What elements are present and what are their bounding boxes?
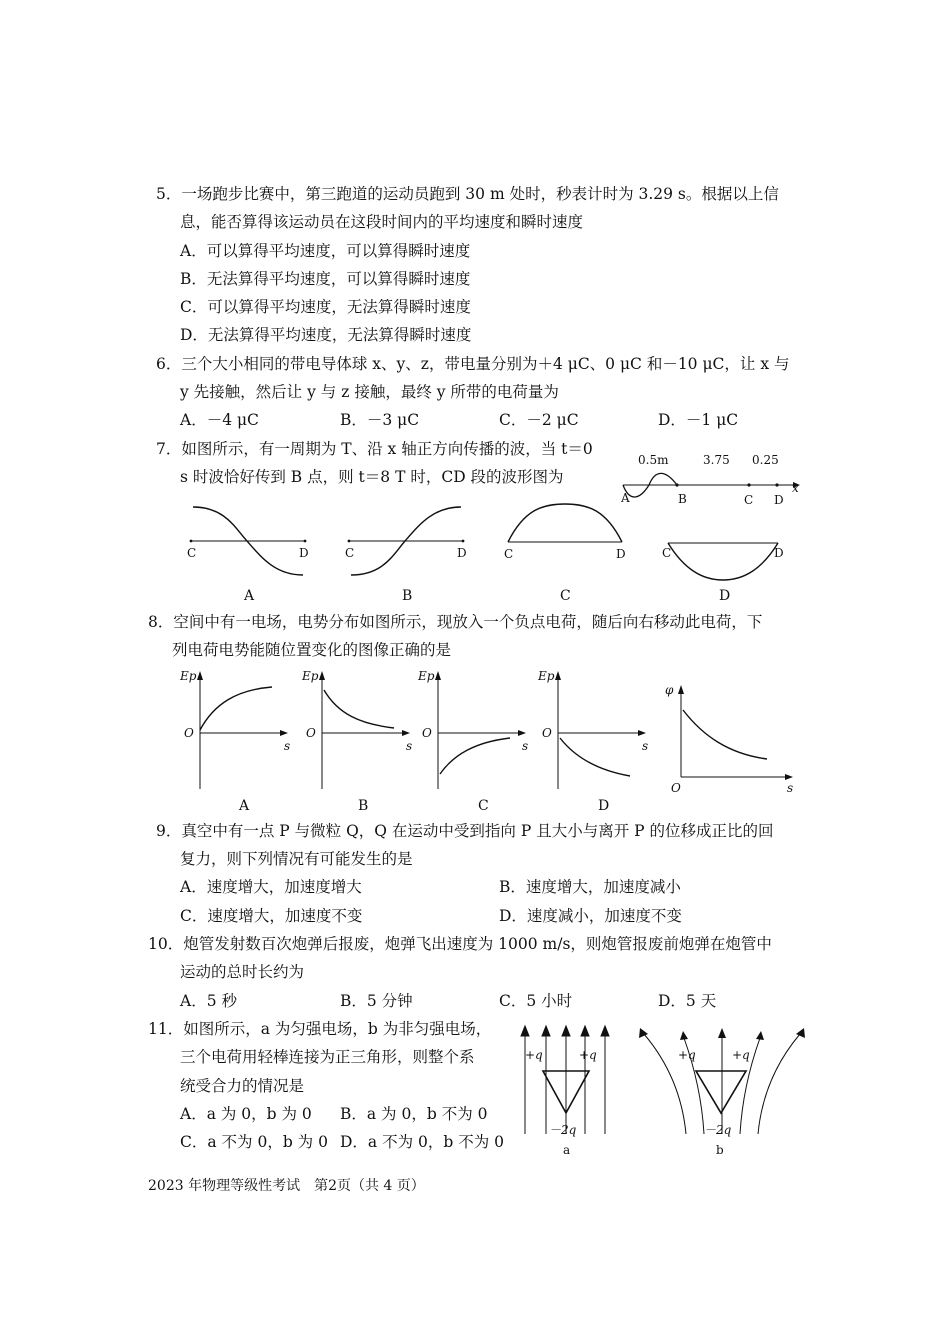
q11-stem-line1: 11．如图所示，a 为匀强电场，b 为非匀强电场，: [148, 1020, 492, 1038]
q8-graph-a-ylabel: Ep: [180, 669, 197, 683]
q10-stem-line1: 10．炮管发射数百次炮弹后报废，炮弹飞出速度为 1000 m/s，则炮管报废前炮弹在炮管中: [148, 935, 772, 953]
q8-graph-d-xlabel: s: [642, 739, 649, 753]
q8-graph-d: [538, 668, 653, 793]
q7-stem-line2: s 时波恰好传到 B 点，则 t＝8 T 时，CD 段的波形图为: [180, 468, 564, 486]
q11-b-charge-left: +q: [678, 1048, 696, 1062]
q8-graph-d-origin: O: [542, 726, 552, 740]
q5-option-d: D．无法算得平均速度，无法算得瞬时速度: [180, 326, 472, 344]
q6-stem-line2: y 先接触，然后让 y 与 z 接触，最终 y 所带的电荷量为: [180, 383, 559, 401]
q8-graph-c-origin: O: [422, 726, 432, 740]
q8-graph-b-xlabel: s: [406, 739, 413, 753]
q11-b-charge-right: +q: [732, 1048, 750, 1062]
q8-potential-graph: [663, 678, 803, 796]
q11-figure-b-nonuniform-field: [632, 1022, 807, 1162]
q7-graph-b-right: D: [457, 546, 467, 560]
q7-graph-b: [343, 503, 468, 578]
q7-dist-ab: 0.5m: [638, 453, 669, 467]
q9-option-c: C．速度增大，加速度不变: [180, 907, 363, 925]
q6-option-b: B．－3 μC: [340, 411, 420, 429]
q11-figure-a-uniform-field: [515, 1022, 630, 1162]
q11-caption-a: a: [563, 1143, 571, 1157]
q7-dist-bc: 3.75: [703, 453, 730, 467]
q11-option-d: D．a 不为 0，b 不为 0: [340, 1133, 505, 1151]
q7-point-d: D: [774, 493, 784, 507]
q8-graph-a: [180, 668, 290, 793]
q11-caption-b: b: [716, 1143, 724, 1157]
q8-stem-line2: 列电荷电势能随位置变化的图像正确的是: [172, 641, 452, 659]
q7-graph-a-right: D: [299, 546, 309, 560]
q9-stem-line2: 复力，则下列情况有可能发生的是: [180, 850, 413, 868]
q5-stem-line2: 息，能否算得该运动员在这段时间内的平均速度和瞬时速度: [180, 213, 584, 231]
q10-option-b: B．5 分钟: [340, 992, 413, 1010]
q7-point-c: C: [744, 493, 754, 507]
q7-axis-x: x: [792, 481, 799, 495]
q7-stem-line1: 7．如图所示，有一周期为 T、沿 x 轴正方向传播的波，当 t＝0: [156, 440, 593, 458]
q10-option-a: A．5 秒: [180, 992, 237, 1010]
page-footer: 2023 年物理等级性考试 第2页（共 4 页）: [148, 1178, 425, 1194]
q11-stem-line2: 三个电荷用轻棒连接为正三角形，则整个系: [180, 1048, 475, 1066]
q8-graph-b: [302, 668, 417, 793]
q5-option-c: C．可以算得平均速度，无法算得瞬时速度: [180, 298, 471, 316]
q7-graph-c-left: C: [504, 547, 514, 561]
q6-option-d: D．－1 μC: [658, 411, 739, 429]
q8-potential-ylabel: φ: [665, 683, 674, 697]
q10-stem-line2: 运动的总时长约为: [180, 963, 305, 981]
q7-wave-diagram: [615, 448, 805, 510]
q7-caption-b: B: [402, 588, 413, 604]
q5-option-b: B．无法算得平均速度，可以算得瞬时速度: [180, 270, 471, 288]
q7-point-a: A: [621, 491, 630, 505]
q8-potential-origin: O: [671, 781, 681, 795]
q8-caption-d: D: [598, 798, 610, 814]
q7-caption-d: D: [719, 588, 731, 604]
q5-stem-line1: 5．一场跑步比赛中，第三跑道的运动员跑到 30 m 处时，秒表计时为 3.29 s。根据以上信: [156, 185, 779, 203]
q7-graph-a-left: C: [187, 546, 197, 560]
q8-potential-xlabel: s: [787, 781, 794, 795]
q7-graph-c: [502, 500, 630, 575]
q6-option-c: C．－2 μC: [499, 411, 579, 429]
q8-graph-c-ylabel: Ep: [418, 669, 435, 683]
q10-option-d: D．5 天: [658, 992, 717, 1010]
q5-option-a: A．可以算得平均速度，可以算得瞬时速度: [180, 242, 471, 260]
q9-option-b: B．速度增大，加速度减小: [499, 878, 681, 896]
q7-caption-a: A: [244, 588, 255, 604]
q8-stem-line1: 8．空间中有一电场，电势分布如图所示，现放入一个负点电荷，随后向右移动此电荷，下: [148, 613, 763, 631]
q10-option-c: C．5 小时: [499, 992, 573, 1010]
q7-dist-cd: 0.25: [752, 453, 779, 467]
q7-caption-c: C: [560, 588, 571, 604]
q8-graph-c: [418, 668, 533, 793]
q11-option-a: A．a 为 0，b 为 0: [180, 1105, 312, 1123]
q7-graph-b-left: C: [345, 546, 355, 560]
q8-graph-a-xlabel: s: [284, 739, 291, 753]
q8-graph-a-origin: O: [184, 726, 194, 740]
q11-b-charge-bottom: －2q: [704, 1123, 732, 1137]
q7-graph-d-left: C: [662, 546, 672, 560]
q11-a-charge-bottom: －2q: [549, 1123, 577, 1137]
q8-caption-a: A: [239, 798, 250, 814]
q7-point-b: B: [678, 492, 687, 506]
q8-graph-b-ylabel: Ep: [302, 669, 319, 683]
q7-graph-d: [660, 535, 790, 585]
q11-option-b: B．a 为 0，b 不为 0: [340, 1105, 488, 1123]
q8-graph-d-ylabel: Ep: [538, 669, 555, 683]
q8-caption-b: B: [358, 798, 369, 814]
q6-option-a: A．－4 μC: [180, 411, 259, 429]
q11-a-charge-left: +q: [525, 1048, 543, 1062]
q9-stem-line1: 9．真空中有一点 P 与微粒 Q，Q 在运动中受到指向 P 且大小与离开 P 的位移成正比的回: [156, 822, 774, 840]
q11-a-charge-right: +q: [579, 1048, 597, 1062]
q9-option-d: D．速度减小，加速度不变: [499, 907, 682, 925]
q7-graph-a: [185, 503, 310, 578]
q7-graph-d-right: D: [774, 546, 784, 560]
q6-stem-line1: 6．三个大小相同的带电导体球 x、y、z，带电量分别为＋4 μC、0 μC 和－10 μC，让 x 与: [156, 355, 790, 373]
q11-option-c: C．a 不为 0，b 为 0: [180, 1133, 328, 1151]
q8-caption-c: C: [478, 798, 489, 814]
q8-graph-b-origin: O: [306, 726, 316, 740]
q11-stem-line3: 统受合力的情况是: [180, 1077, 305, 1095]
q9-option-a: A．速度增大，加速度增大: [180, 878, 362, 896]
q8-graph-c-xlabel: s: [522, 739, 529, 753]
q7-graph-c-right: D: [616, 547, 626, 561]
